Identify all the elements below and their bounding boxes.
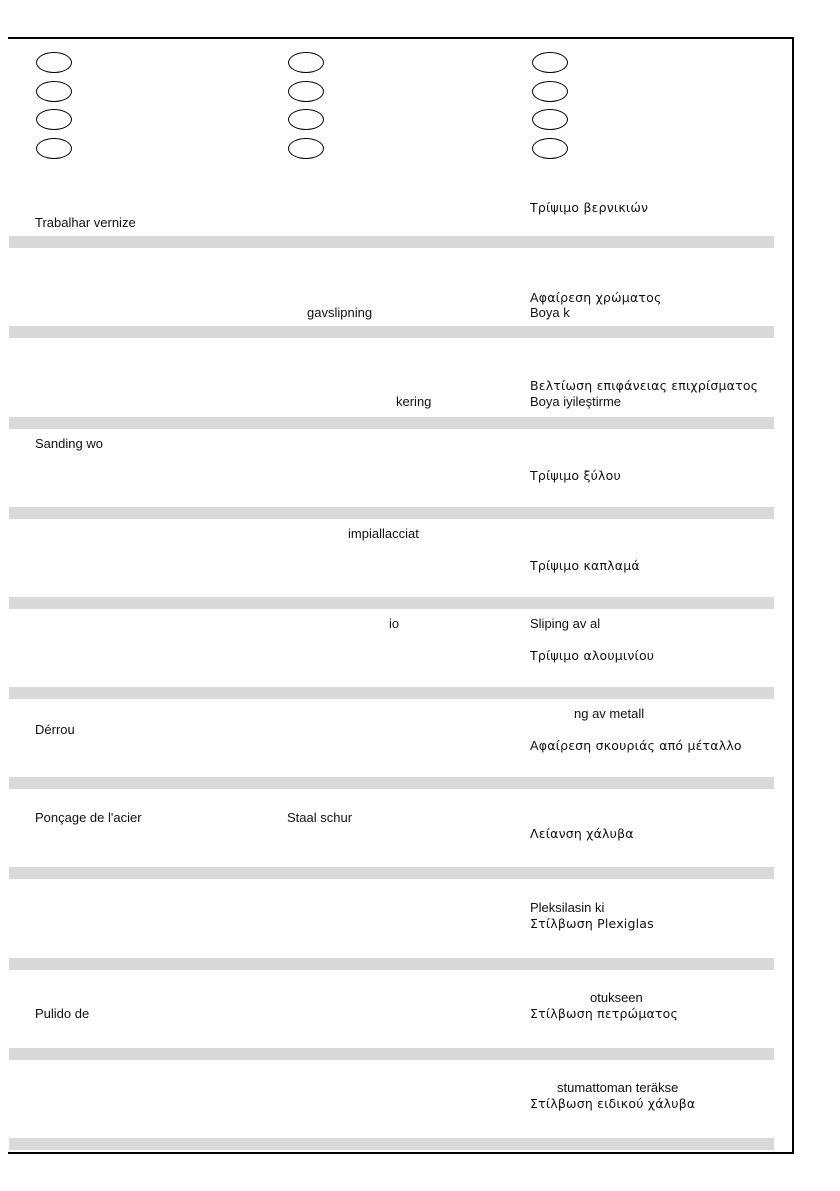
row-separator [9,417,774,429]
row-separator [9,597,774,609]
label-greek: Αφαίρεση χρώματος [530,290,662,305]
row-separator [9,1048,774,1060]
label-french: Ponçage de l'acier [35,810,142,825]
circle-marker [36,138,72,159]
circle-marker [532,52,568,73]
label-greek: Λείανση χάλυβα [530,826,634,841]
label-greek: Τρίψιμο βερνικιών [530,200,649,215]
circle-marker [288,81,324,102]
label-turkish: Pleksilasin ki [530,900,605,915]
label-turkish: Boya k [530,305,570,320]
label-english: Sanding wo [35,436,103,451]
row-separator [9,687,774,699]
label-turkish: Boya iyileştirme [530,394,622,409]
circle-marker [532,138,568,159]
label-greek: Στίλβωση ειδικού χάλυβα [530,1096,696,1111]
label-partial: kering [396,394,432,409]
circle-marker [36,81,72,102]
label-french: Dérrou [35,722,75,737]
label-greek: Στίλβωση Plexiglas [530,916,654,931]
label-greek: Τρίψιμο αλουμινίου [530,648,655,663]
label-finnish: stumattoman teräkse [557,1080,679,1095]
label-portuguese: Trabalhar vernize [35,215,136,230]
label-greek: Τρίψιμο ξύλου [530,468,621,483]
label-swedish: gavslipning [307,305,373,320]
row-separator [9,507,774,519]
circle-marker [36,109,72,130]
row-separator [9,777,774,789]
row-separator [9,1138,774,1150]
label-dutch: Staal schur [287,810,353,825]
label-italian: impiallacciat [348,526,419,541]
row-separator [9,236,774,248]
label-greek: Βελτίωση επιφάνειας επιχρίσματος [530,378,759,393]
circle-marker [288,138,324,159]
row-separator [9,867,774,879]
row-separator [9,958,774,970]
label-spanish: Pulido de [35,1006,90,1021]
label-norwegian: Sliping av al [530,616,601,631]
label-greek: Τρίψιμο καπλαμά [530,558,640,573]
circle-marker [532,109,568,130]
page-frame [8,37,794,1154]
row-separator [9,326,774,338]
circle-marker [36,52,72,73]
circle-marker [532,81,568,102]
label-finnish: otukseen [590,990,643,1005]
label-greek: Στίλβωση πετρώματος [530,1006,679,1021]
circle-marker [288,52,324,73]
label-greek: Αφαίρεση σκουριάς από μέταλλο [530,738,742,753]
label-norwegian: ng av metall [574,706,645,721]
circle-marker [288,109,324,130]
label-partial: io [389,616,400,631]
